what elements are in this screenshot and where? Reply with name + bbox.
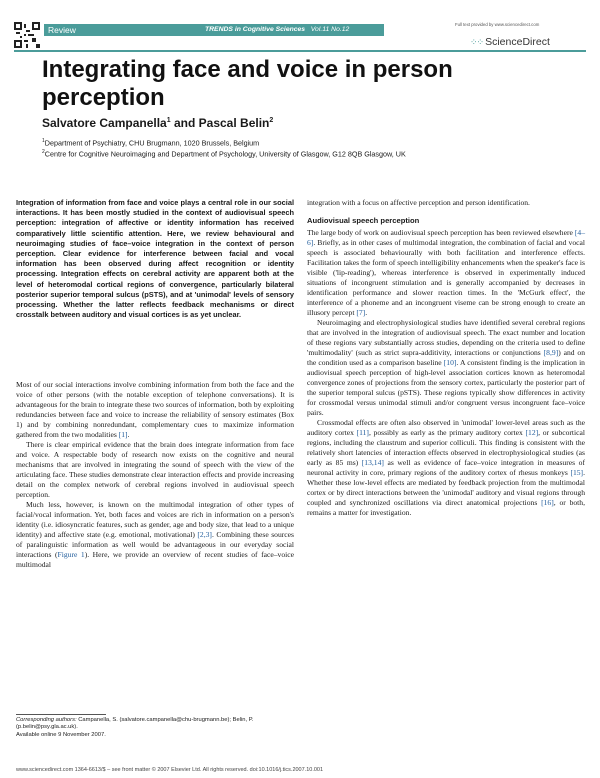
text-run: , possibly as early as the primary auditory cortex — [368, 428, 526, 437]
citation-link[interactable]: [15] — [570, 468, 584, 477]
affiliation-text: Department of Psychiatry, CHU Brugmann, 1020 Brussels, Belgium — [44, 138, 260, 148]
author-affil-marker: 2 — [269, 117, 274, 124]
journal-volume: Vol.11 No.12 — [310, 26, 350, 33]
text-run: . Combining these sources of paralinguistic information as well would be advantageous in our everyday social interactions ( — [16, 530, 294, 559]
header-rule — [14, 50, 586, 52]
text-run: . — [127, 430, 130, 439]
text-run: . — [365, 308, 368, 317]
text-run: , or both, remains a matter for investigation. — [307, 498, 585, 517]
text-run: Much less, however, is known on the multimodal integration of other types of facial/vocal information. Yet, both faces and voices are rich in information on a person's identity (i.e. idiosyncratic features, such as gender, age and body size, that lead to a unique identity) and affective state (e.g. emotional, motivational) — [16, 500, 294, 539]
article-title: Integrating face and voice in person perception — [42, 56, 453, 111]
section-heading: Audiovisual speech perception — [307, 216, 420, 225]
text-run: integration with a focus on affective perception and person identification. — [307, 198, 530, 207]
qr-code-image — [14, 22, 40, 48]
page-footer: www.sciencedirect.com 1364-6613/$ – see front matter © 2007 Elsevier Ltd. All rights reserved. doi:10.1016/j.tics.2007.10.001 — [16, 767, 324, 773]
affiliation-marker: 2 — [42, 149, 45, 155]
logo-mark-icon: ⁘⁘ — [470, 37, 484, 47]
citation-link[interactable]: Figure 1 — [57, 550, 85, 559]
text-run: , or subcortical regions, including the claustrum and superior colliculi. This finding is consistent with the relatively short latencies of interaction effects observed in electrophysiological studies (as early as 85 ms) — [307, 428, 586, 467]
affiliation-marker: 1 — [42, 138, 45, 144]
text-run: Most of our social interactions involve combining information from both the face and the voice of other persons (with the notable exception of telephone conversations). It is advantageous for the brain to integrate these two sources of information, both by exploiting redundancies between face and voice to increase the reliability of sensory estimates (Box 1) and by combining nonredundant, complementary cues to maximize information gathered from the two modalities — [16, 380, 294, 439]
text-run: . A consistent finding is the implication in audiovisual speech perception of high-level association cortices known as heteromodal convergence zones of projections from the sensory cortex, particularly the posterior part of the superior temporal sulcus (pSTS). These regions typically show differences in activity for crossmodal versus unimodal stimuli and/or congruent versus incongruent face–voice pairs. — [307, 358, 585, 417]
paragraph — [307, 418, 585, 518]
citation-link[interactable]: [4–6] — [307, 228, 585, 247]
author-name: Salvatore Campanella — [42, 116, 167, 130]
text-run: Neuroimaging and electrophysiological studies have identified several cerebral regions that are involved in the integration of audiovisual speech. The exact number and location of these regions vary substantially across studies, depending on the criteria used to define 'multimodality' (such as strict supra-additivity, interactions or conjunctions — [307, 318, 585, 357]
citation-link[interactable]: [12] — [525, 428, 539, 437]
paragraph — [307, 228, 585, 318]
sciencedirect-logo — [470, 36, 550, 48]
author-line — [42, 116, 273, 130]
corresponding-label: Corresponding authors: — [16, 717, 77, 723]
introduction-text — [16, 380, 294, 570]
right-column — [307, 198, 585, 518]
available-online: Available online 9 November 2007. — [16, 731, 106, 738]
citation-link[interactable]: [16] — [541, 498, 554, 507]
text-run: as well as evidence of face–voice integration in measures of neuronal activity in core, primary regions of the auditory cortex of rhesus monkeys — [307, 458, 585, 477]
publisher-note: Full text provided by www.sciencedirect.com — [455, 22, 540, 27]
text-run: ) and on the condition used as a comparison baseline — [307, 348, 585, 367]
paragraph — [16, 380, 294, 440]
citation-link[interactable]: [10] — [443, 358, 457, 367]
text-run: ). Here, we provide an overview of recent studies of face–voice multimodal — [16, 550, 294, 569]
footnotes — [16, 717, 294, 739]
logo-text: ScienceDirect — [485, 36, 550, 48]
citation-link[interactable]: [2,3] — [197, 530, 212, 539]
journal-name — [205, 24, 349, 36]
affiliation — [42, 137, 259, 147]
citation-link[interactable]: [11] — [356, 428, 369, 437]
paragraph — [307, 318, 585, 418]
author-affil-marker: 1 — [166, 117, 171, 124]
corresponding-contacts: Campanella, S. (salvatore.campanella@chu-brugmann.be); Belin, P. (p.belin@psy.gla.ac.uk). — [16, 717, 254, 731]
citation-link[interactable]: [8,9] — [543, 348, 559, 357]
text-run: . Briefly, as in other cases of multimodal integration, the combination of facial and vocal speech is associated behaviourally with both facilitation and interference effects. Facilitation takes the form of speech intelligibility enhancements when the speaker's face is visible ('lip-reading'), whereas interference is observed in experimentally induced situations of incongruent stimulation and is generally accompanied by decreases in identification performance and slower reaction times. In the 'McGurk effect', the interference of a phoneme and an incongruent viseme can be strong enough to create an illusory percept — [307, 238, 585, 317]
author-name: Pascal Belin — [198, 116, 270, 130]
citation-link[interactable]: [13,14] — [361, 458, 384, 467]
text-run: The large body of work on audiovisual speech perception has been reviewed elsewhere — [307, 228, 575, 237]
affiliation-text: Centre for Cognitive Neuroimaging and Department of Psychology, University of Glasgow, G12 8QB Glasgow, UK — [44, 149, 406, 159]
paragraph — [307, 198, 585, 208]
affiliation — [42, 148, 406, 158]
paragraph — [16, 500, 294, 570]
paragraph — [16, 440, 294, 500]
review-tag: Review — [48, 25, 76, 35]
text-run: There is clear empirical evidence that the brain does integrate information from face and voice. A respectable body of research now exists on the cognitive and neural mechanisms that are involved in integrating the sound of speech with the view of the articulating face. These studies demonstrate clear interaction effects and provide increasing detail on the complex network of cerebral regions involved in audiovisual speech perception. — [16, 440, 294, 499]
citation-link[interactable]: [1] — [118, 430, 128, 439]
corresponding-authors — [16, 717, 294, 732]
abstract: Integration of information from face and voice plays a central role in our social interactions. It has been mostly studied in the context of audiovisual speech perception: integration of affective or identity information has received comparatively little scientific attention. Here, we review behavioural and neuroimaging studies of face–voice integration in the context of person perception. Clear evidence for interference between facial and vocal information has been observed during affect recognition or identity processing. Integration effects on cerebral activity are apparent both at the level of heteromodal cortical regions of convergence, particularly bilateral posterior superior temporal sulcus (pSTS), and at 'unimodal' levels of sensory processing. Whether the latter reflects feedback mechanisms or direct crosstalk between auditory and visual cortices is as yet unclear. — [16, 198, 294, 320]
text-run: Crossmodal effects are often also observed in 'unimodal' lower-level areas such as the auditory cortex — [307, 418, 585, 437]
journal-title: TRENDS in Cognitive Sciences — [205, 26, 306, 33]
citation-link[interactable]: [7] — [356, 308, 366, 317]
author-separator: and — [170, 116, 199, 130]
footnote-rule — [16, 714, 106, 715]
text-run: . Whether these low-level effects are mediated by feedback projection from the multimodal cortex or by direct interactions between the 'unimodal' auditory and visual regions through coupled and synchronized oscillations via direct anatomical projections — [307, 468, 585, 507]
